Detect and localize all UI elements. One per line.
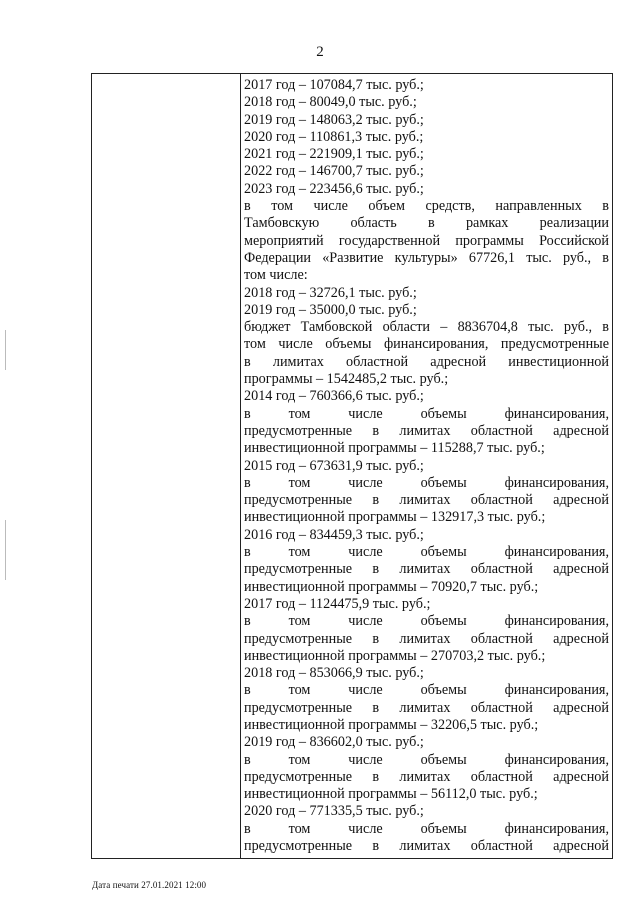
cell-text-line: 2019 год – 35000,0 тыс. руб.; xyxy=(244,301,417,318)
cell-text-line: Федерации «Развитие культуры» 67726,1 тыс. руб., в xyxy=(244,249,609,266)
cell-text-line: в том числе объемы финансирования, xyxy=(244,405,609,422)
cell-text-line: 2018 год – 80049,0 тыс. руб.; xyxy=(244,94,417,111)
cell-text-line: инвестиционной программы – 132917,3 тыс. руб.; xyxy=(244,509,546,526)
cell-text-line: предусмотренные в лимитах областной адресной xyxy=(244,838,609,855)
cell-text-line: программы – 1542485,2 тыс. руб.; xyxy=(244,371,449,388)
cell-text-line: 2022 год – 146700,7 тыс. руб.; xyxy=(244,163,424,180)
funding-details-cell xyxy=(244,77,609,855)
cell-text-line: в том числе объемы финансирования, xyxy=(244,682,609,699)
cell-text-line: инвестиционной программы – 115288,7 тыс. руб.; xyxy=(244,440,545,457)
page-number: 2 xyxy=(316,44,324,60)
cell-text-line: 2016 год – 834459,3 тыс. руб.; xyxy=(244,526,424,543)
cell-text-line: мероприятий государственной программы Российской xyxy=(244,232,609,249)
cell-text-line: 2021 год – 221909,1 тыс. руб.; xyxy=(244,146,424,163)
cell-text-line: 2020 год – 771335,5 тыс. руб.; xyxy=(244,803,424,820)
cell-text-line: в том числе объемы финансирования, xyxy=(244,474,609,491)
cell-text-line: в том числе объем средств, направленных в xyxy=(244,198,609,215)
cell-text-line: инвестиционной программы – 56112,0 тыс. руб.; xyxy=(244,786,538,803)
cell-text-line: инвестиционной программы – 270703,2 тыс. руб.; xyxy=(244,647,546,664)
cell-text-line: предусмотренные в лимитах областной адресной xyxy=(244,422,609,439)
funding-table xyxy=(91,73,613,859)
cell-text-line: в том числе объемы финансирования, xyxy=(244,820,609,837)
cell-text-line: 2023 год – 223456,6 тыс. руб.; xyxy=(244,180,424,197)
print-date: Дата печати 27.01.2021 12:00 xyxy=(92,880,207,890)
cell-text-line: инвестиционной программы – 32206,5 тыс. руб.; xyxy=(244,716,539,733)
cell-text-line: предусмотренные в лимитах областной адресной xyxy=(244,561,609,578)
cell-text-line: в том числе объемы финансирования, xyxy=(244,544,609,561)
cell-text-line: том числе объемы финансирования, предусмотренные xyxy=(244,336,609,353)
cell-text-line: в лимитах областной адресной инвестиционной xyxy=(244,353,609,370)
cell-text-line: Тамбовскую область в рамках реализации xyxy=(244,215,609,232)
cell-text-line: 2018 год – 32726,1 тыс. руб.; xyxy=(244,284,417,301)
cell-text-line: предусмотренные в лимитах областной адресной xyxy=(244,768,609,785)
column-divider xyxy=(240,74,241,858)
cell-text-line: в том числе объемы финансирования, xyxy=(244,751,609,768)
cell-text-line: 2019 год – 148063,2 тыс. руб.; xyxy=(244,111,424,128)
cell-text-line: 2019 год – 836602,0 тыс. руб.; xyxy=(244,734,424,751)
cell-text-line: 2020 год – 110861,3 тыс. руб.; xyxy=(244,128,424,145)
cell-text-line: 2017 год – 107084,7 тыс. руб.; xyxy=(244,77,424,93)
scan-margin-mark xyxy=(5,520,6,580)
cell-text-line: инвестиционной программы – 70920,7 тыс. руб.; xyxy=(244,578,539,595)
cell-text-line: 2017 год – 1124475,9 тыс. руб.; xyxy=(244,595,431,612)
cell-text-line: 2018 год – 853066,9 тыс. руб.; xyxy=(244,665,424,682)
cell-text-line: предусмотренные в лимитах областной адресной xyxy=(244,630,609,647)
cell-text-line: 2014 год – 760366,6 тыс. руб.; xyxy=(244,388,424,405)
cell-text-line: предусмотренные в лимитах областной адресной xyxy=(244,492,609,509)
cell-text-line: бюджет Тамбовской области – 8836704,8 тыс. руб., в xyxy=(244,319,609,336)
cell-text-line: в том числе объемы финансирования, xyxy=(244,613,609,630)
cell-text-line: 2015 год – 673631,9 тыс. руб.; xyxy=(244,457,424,474)
cell-text-line: предусмотренные в лимитах областной адресной xyxy=(244,699,609,716)
scan-margin-mark xyxy=(5,330,6,370)
cell-text-line: том числе: xyxy=(244,267,308,284)
